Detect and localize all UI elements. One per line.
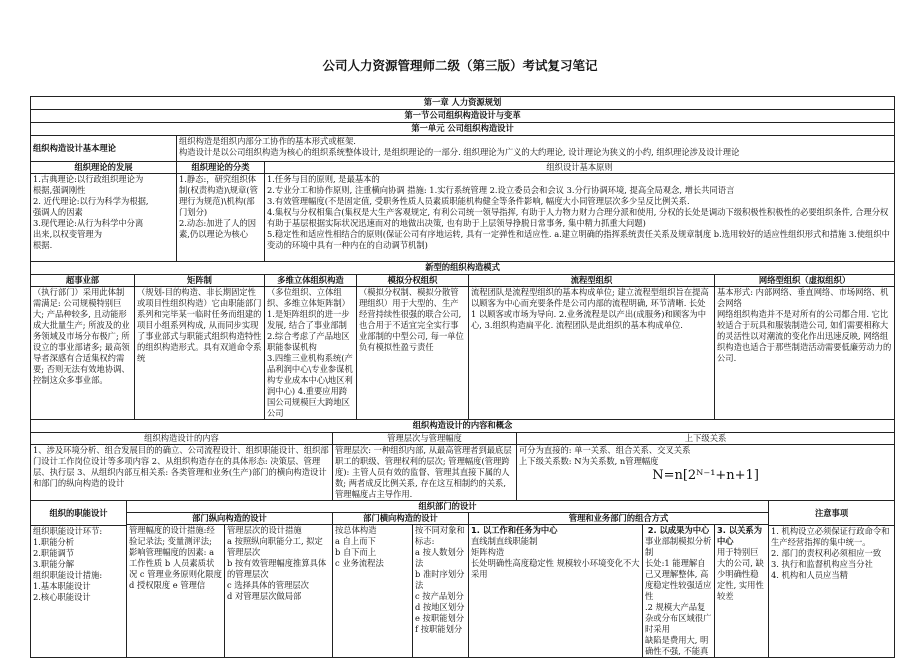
result-centered-header: 2. 以成果为中心 bbox=[647, 525, 710, 535]
dept-design-header: 组织部门的设计 bbox=[127, 501, 769, 513]
span-of-control-header: 管理层次与管理幅度 bbox=[333, 433, 517, 445]
notes-sheet bbox=[30, 96, 894, 658]
basic-theory-label: 组织构造设计基本理论 bbox=[31, 136, 177, 162]
task-centered-text: 直线制直线职能制 矩阵构造 长处明确性高度稳定性 规模较小环境变化不大采用 bbox=[471, 536, 640, 579]
basic-line-2: 构造设计是以公司组织构造为核心的组织系统整体设计, 是组织理论的一部分. 组织理论为广义的大约理论, 设计理论为狭义的小约, 组织理论涉及设计理论 bbox=[179, 147, 740, 157]
function-design-text: 组织职能设计环节: 1.职能分析 2.职能调节 3.职能分解 组织职能设计措施: 1.基本职能设计 2.核心职能设计 bbox=[31, 526, 127, 658]
reporting-relation-header: 上下级关系 bbox=[517, 433, 895, 445]
design-content-text: 1、涉及环境分析、组合发展目的的确立、公司流程设计、组织职能设计、组织部门设计工作岗位设计等多项内容 2、从组织构造存在的具体形态: 决策层、管理层、执行层 3、从组织内部互相关系: 各类管理和业务(生产)部门的横向构造设计和部门的纵向构造的设计 bbox=[31, 445, 333, 501]
chapter-heading: 第一章 人力资源规划 bbox=[31, 97, 895, 110]
notes-table bbox=[30, 96, 895, 658]
theory-dev-text: 1.古典理论:以行政组织理论为 根据,强调刚性 2. 近代理论:以行为科学为根据, 强调人的因素 3.现代理论:从行为科学中分离 出来,以权变管理为 根据. bbox=[31, 174, 177, 262]
model-header-super-division: 超事业部 bbox=[31, 275, 135, 287]
model-header-process: 流程型组织 bbox=[469, 275, 715, 287]
model-text-multidim: （多位组织、立体组织、多维立体矩阵制）1.是矩阵组织的进一步发展, 结合了事业部制 2.综合考虑了产品地区职能参谋机构 3.四维三业机构系统(产品利润中心\专业参谋机构专业成本中心\地区利润中心) 4.重要应用跨国公司规模巨大跨地区公司 bbox=[265, 287, 357, 420]
task-centered-cell bbox=[469, 525, 643, 658]
model-header-simulated: 模拟分权组织 bbox=[357, 275, 469, 287]
function-design-header: 组织的职能设计 bbox=[31, 501, 127, 526]
notes-header: 注意事项 bbox=[769, 501, 895, 526]
result-centered-text: 事业部制模拟分析制 长处:1 能理解自己又理解整体, 高度稳定性较强适应性 .2 规模大产品复杂或分布区域很广时采用 缺陷是费用大, 明确性不强, 不能真 bbox=[645, 536, 712, 656]
relation-line-2: 上下级关系数: N为关系数, n管理幅度 bbox=[519, 456, 659, 466]
relation-formula: N=n[2ᴺ⁻¹+n+1] bbox=[652, 468, 759, 483]
relation-centered-header: 3. 以关系为中心 bbox=[717, 525, 763, 546]
model-header-multidim: 多维立体组织构造 bbox=[265, 275, 357, 287]
design-content-header: 组织构造设计的内容 bbox=[31, 433, 333, 445]
vertical-structure-header: 部门纵向构造的设计 bbox=[127, 513, 333, 525]
reporting-relation-text bbox=[517, 445, 895, 501]
document-title: 公司人力资源管理师二级（第三版）考试复习笔记 bbox=[322, 58, 598, 73]
unit-heading: 第一单元 公司组织构造设计 bbox=[31, 123, 895, 136]
basic-line-1: 组织构造是组织内部分工协作的基本形式或框架. bbox=[179, 136, 356, 146]
model-text-network: 基本形式: 内部网络、垂直网络、市场网络、机会网络 网络组织构造并不是对所有的公司都合用. 它比较适合于玩具和服装制造公司, 如们需要相称大的灵活性以对潮流的变化作出迅速反映, 网络组织构造也适合于那些制造活动需要低廉劳动力的公司. bbox=[715, 287, 895, 420]
design-principles-text: 1.任务与目的原则, 是最基本的 2.专业分工和协作原则, 注重横向协调 措施: 1.实行系统管理 2.设立委员会和会议 3.分行协调环境, 提高全局观念, 增长共同语言 3.有效管理幅度(不是固定值, 受职务性质人员素质职能机构健全等条件影响, 幅度大小同管理层次多少呈反比例关系. 4.集权与分权相集合(集权是大生产客观规定, 有利公司统一领导指挥, 有助于人力物力财力合理分派和使用, 分权的长处是调动下级积极性积极性的必要组织条件, 合理分权有助于基层根据实际状况迅速而对的地做出决策, 也有助于上层领导挣脱日常事务, 集中精力抓重大问题) 5.稳定性和适应性相结合的原则(保证公司有序地运转, 具有一定弹性和适应性. a.建立明确的指挥系统责任关系及规章制度 b.选用较好的适应性组织形式和措施 3.使组织中变动的环境中具有一种内在的自动调节机制) bbox=[265, 174, 895, 262]
horizontal-structure-header: 部门横向构造的设计 bbox=[333, 513, 469, 525]
model-text-matrix: （规划-目的构造、非长期固定性或项目性组织构造）它由职能部门系列和完毕某一临时任务而组建的项目小组系列构成, 从而同步实现了事业部式与职能式组织构造特性的组织构造形式。具有双道命令系统 bbox=[135, 287, 265, 420]
model-text-simulated: （模拟分权制、模拟分散管理组织）用于大型的、生产经营持续性很强的联合公司, 也合用于不适宜完全实行事业部制的中型公司, 每一单位负有模拟性盈亏责任 bbox=[357, 287, 469, 420]
relation-centered-cell bbox=[715, 525, 769, 658]
model-text-super-division: （执行部门）采用此体制需满足: 公司规模特别巨大; 产品种较多, 且动能形成大批量生产; 所波及的业务领域及市场分布极广; 所设立的事业部诸多; 最高领导者深感有合适集权约需要; 否则无法有效地协调、控制这众多事业部。 bbox=[31, 287, 135, 420]
model-text-process: 流程团队是流程型组织的基本构成单位; 建立流程型组织旨在提高以顾客为中心而充要条件是公司内部的流程明确, 环节清晰. 长处 1 以顾客或市场为导向. 2.业务流程是以产出(成服务)和顾客为中心, 3.组织构造扁平化. 流程团队是此组织的基本构成单位. bbox=[469, 287, 715, 420]
model-header-network: 网络型组织（虚拟组织） bbox=[715, 275, 895, 287]
span-of-control-text: 管理层次: 一种组织内部, 从最高管理者到最底层职工的职级、管理权利的层次; 管理幅度(管理跨度): 主管人员有效的监督、管理其直接下属的人数; 两者成反比例关系, 存在这互相制约的关系, 管理幅度占主导作用. bbox=[333, 445, 517, 501]
theory-dev-header: 组织理论的发展 bbox=[31, 162, 177, 174]
new-model-heading: 新型的组织构造模式 bbox=[31, 262, 895, 275]
horizontal-overall-text: 按总体构造 a 自上而下 b 自下而上 c 业务流程法 bbox=[333, 525, 413, 658]
task-centered-header: 1. 以工作和任务为中心 bbox=[471, 525, 558, 535]
basic-theory-text bbox=[177, 136, 895, 162]
vertical-level-text: 管理层次的设计措施 a 按照纵向职能分工, 拟定管理层次 b 按有效管理幅度推算具体的管理层次 c 选择具体的管理层次 d 对管理层次做局部 bbox=[225, 525, 333, 658]
design-principles-header: 组织设计基本原则 bbox=[265, 162, 895, 174]
combination-header: 管理和业务部门的组合方式 bbox=[469, 513, 769, 525]
model-header-matrix: 矩阵制 bbox=[135, 275, 265, 287]
theory-class-text: 1.静态:，研究组织体 制(权责构造)\规章(管 理行为规范)\机构(部 门划分) 2.动态:加进了人的因 素,仍以理论为核心 bbox=[177, 174, 265, 262]
horizontal-object-text: 按不同对象和标志: a 按人数划分法 b 准时序划分法 c 按产品划分 d 按地区划分 e 按职能划分 f 按职能划分 bbox=[413, 525, 469, 658]
relation-centered-text: 用于特别巨大的公司, 缺少明确性稳定性, 实用性较差 bbox=[717, 547, 764, 601]
relation-line-1: 可分为直接的: 单一关系、组合关系、交叉关系 bbox=[519, 445, 691, 455]
theory-class-header: 组织理论的分类 bbox=[177, 162, 265, 174]
design-content-heading: 组织构造设计的内容和概念 bbox=[31, 420, 895, 433]
vertical-span-text: 管理幅度的设计措施:经验记录法; 变量测评法; 影响管理幅度的因素: a 工作性质 b 人员素质状况 c 管理业务原则化限度 d 授权限度 e 管理信 bbox=[127, 525, 225, 658]
notes-text: 1. 机构设立必须保证行政命令和生产经营指挥的集中统一。 2. 部门的责权利必须相应一致 3. 执行和监督机构应当分社 4. 机构和人员应当精 bbox=[769, 526, 895, 658]
result-centered-cell bbox=[643, 525, 715, 658]
section-heading: 第一节公司组织构造设计与变革 bbox=[31, 110, 895, 123]
